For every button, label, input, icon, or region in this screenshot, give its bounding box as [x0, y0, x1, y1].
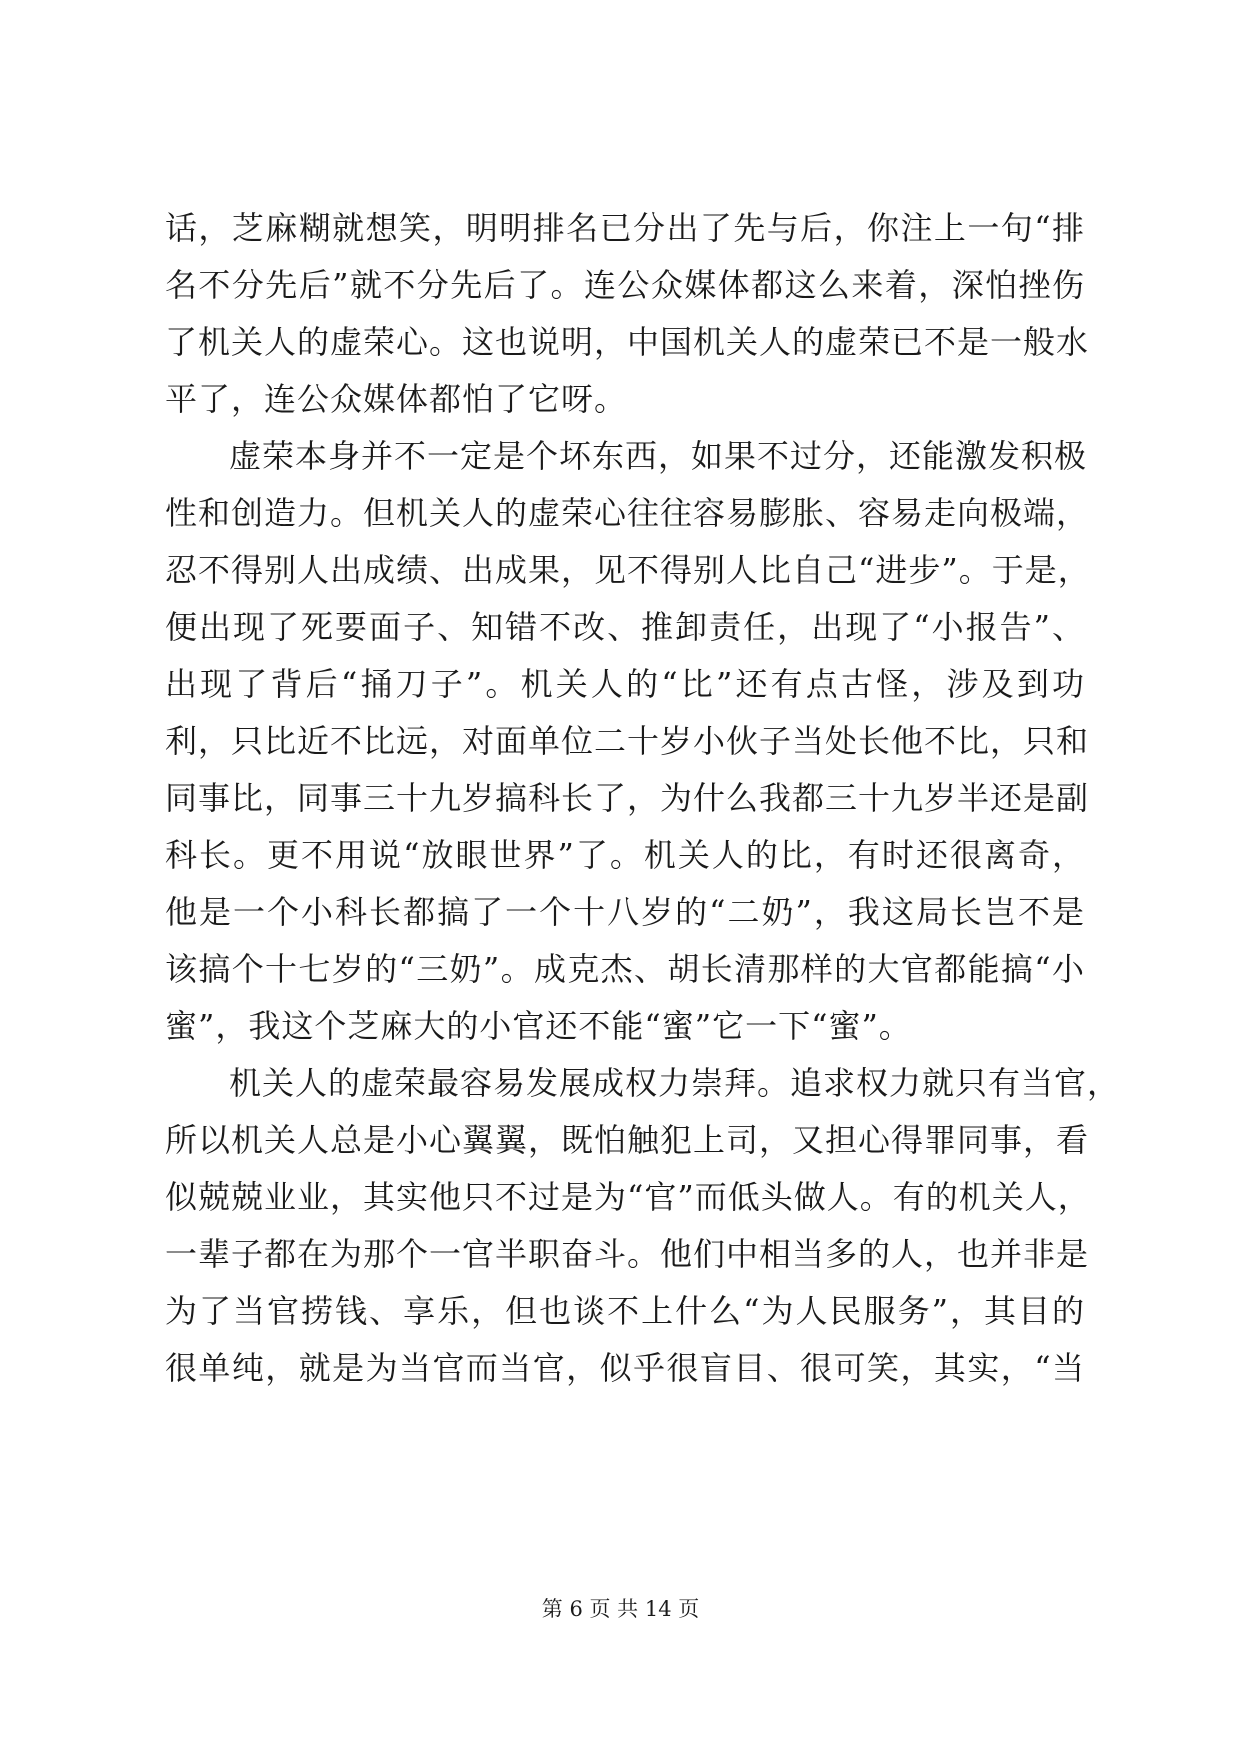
- text-line: 科长。更不用说“放眼世界”了。机关人的比，有时还很离奇，: [165, 836, 1085, 874]
- text-line: 为了当官捞钱、享乐，但也谈不上什么“为人民服务”，其目的: [165, 1292, 1085, 1330]
- paragraph-first-line: 机关人的虚荣最容易发展成权力崇拜。追求权力就只有当官，: [229, 1064, 1121, 1102]
- text-line: 很单纯，就是为当官而当官，似乎很盲目、很可笑，其实，“当: [165, 1349, 1085, 1387]
- text-line: 便出现了死要面子、知错不改、推卸责任，出现了“小报告”、: [165, 608, 1085, 646]
- text-line: 了机关人的虚荣心。这也说明，中国机关人的虚荣已不是一般水: [165, 323, 1090, 361]
- text-line: 性和创造力。但机关人的虚荣心往往容易膨胀、容易走向极端，: [165, 494, 1090, 532]
- text-line: 一辈子都在为那个一官半职奋斗。他们中相当多的人，也并非是: [165, 1235, 1090, 1273]
- text-line: 同事比，同事三十九岁搞科长了，为什么我都三十九岁半还是副: [165, 779, 1090, 817]
- paragraph-first-line: 虚荣本身并不一定是个坏东西，如果不过分，还能激发积极: [229, 437, 1088, 475]
- text-line: 平了，连公众媒体都怕了它呀。: [165, 380, 628, 418]
- page-number-footer: 第 6 页 共 14 页: [541, 1597, 700, 1621]
- text-line: 出现了背后“捅刀子”。机关人的“比”还有点古怪，涉及到功: [165, 665, 1085, 703]
- text-line: 名不分先后”就不分先后了。连公众媒体都这么来着，深怕挫伤: [165, 266, 1085, 304]
- text-line: 似兢兢业业，其实他只不过是为“官”而低头做人。有的机关人，: [165, 1178, 1091, 1216]
- text-line: 忍不得别人出成绩、出成果，见不得别人比自己“进步”。于是，: [165, 551, 1091, 589]
- text-line: 该搞个十七岁的“三奶”。成克杰、胡长清那样的大官都能搞“小: [165, 950, 1085, 988]
- text-line: 话，芝麻糊就想笑，明明排名已分出了先与后，你注上一句“排: [165, 209, 1085, 247]
- text-line: 所以机关人总是小心翼翼，既怕触犯上司，又担心得罪同事，看: [165, 1121, 1090, 1159]
- text-line: 蜜”，我这个芝麻大的小官还不能“蜜”它一下“蜜”。: [165, 1007, 912, 1045]
- text-line: 他是一个小科长都搞了一个十八岁的“二奶”，我这局长岂不是: [165, 893, 1085, 931]
- text-line: 利，只比近不比远，对面单位二十岁小伙子当处长他不比，只和: [165, 722, 1090, 760]
